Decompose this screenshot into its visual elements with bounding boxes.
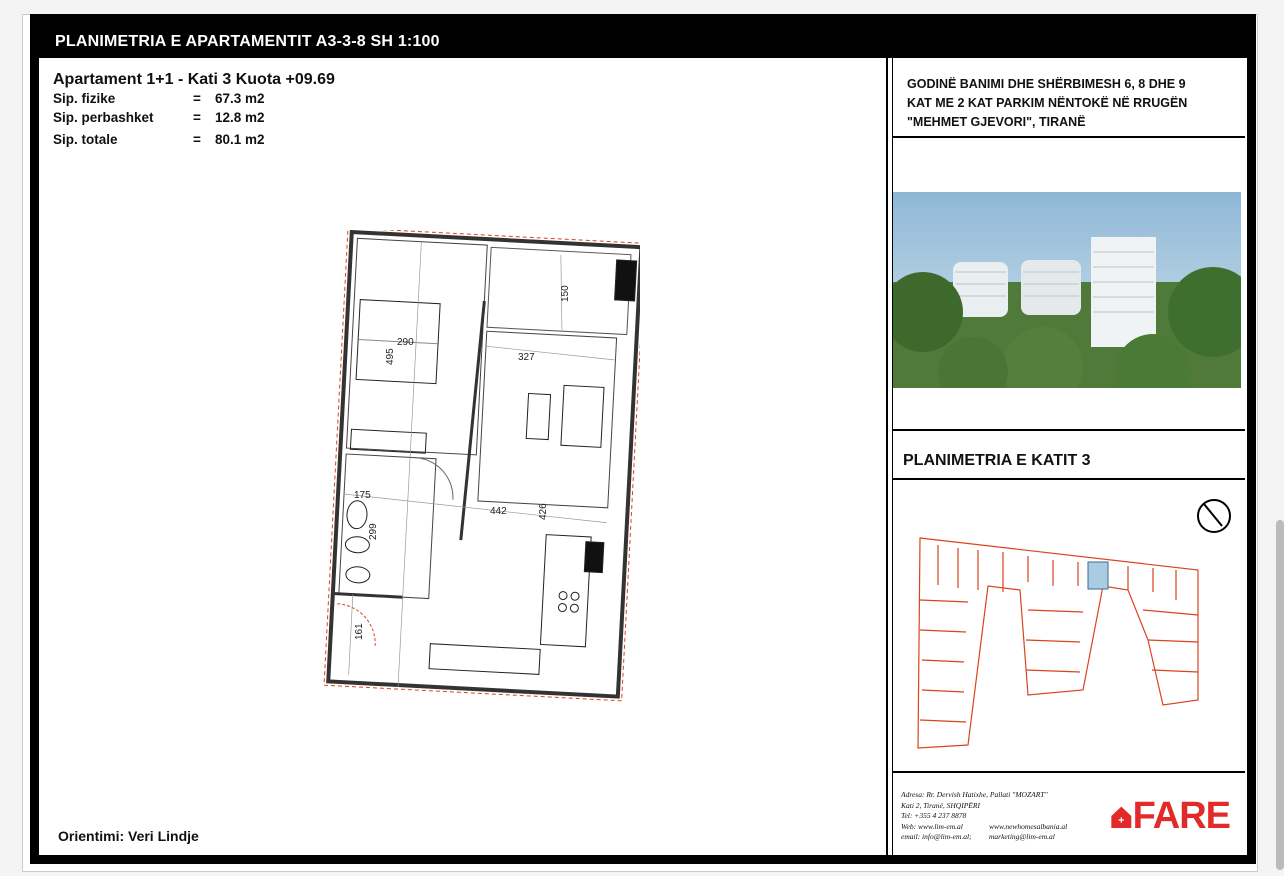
dim-label: 290 xyxy=(397,337,414,348)
logo-text: FARE xyxy=(1132,795,1230,837)
fare-logo xyxy=(1110,796,1230,836)
dim-label: 426 xyxy=(538,503,549,520)
orientation-label: Orientimi: Veri Lindje xyxy=(58,828,199,844)
dim-label: 327 xyxy=(518,352,535,363)
north-arrow-icon xyxy=(1198,500,1230,532)
area-row: Sip. perbashket = 12.8 m2 xyxy=(53,110,265,125)
area-row: Sip. totale = 80.1 m2 xyxy=(53,132,265,147)
apartment-location-highlight xyxy=(1088,562,1108,589)
separator xyxy=(893,429,1245,431)
scrollbar[interactable] xyxy=(1276,520,1284,870)
separator xyxy=(893,478,1245,480)
floor-plan-title: PLANIMETRIA E KATIT 3 xyxy=(903,452,1091,469)
panel-divider xyxy=(886,58,893,857)
dim-label: 299 xyxy=(368,523,379,540)
dim-label: 175 xyxy=(354,490,371,501)
dim-label: 495 xyxy=(385,348,396,365)
separator xyxy=(893,771,1245,773)
area-row: Sip. fizike = 67.3 m2 xyxy=(53,91,265,106)
page-title: PLANIMETRIA E APARTAMENTIT A3-3-8 SH 1:100 xyxy=(55,33,440,50)
dim-label: 442 xyxy=(490,506,507,517)
dim-label: 150 xyxy=(560,285,571,302)
apartment-info xyxy=(53,70,335,149)
dim-label: 161 xyxy=(354,623,365,640)
building-render-image xyxy=(893,192,1241,388)
project-title: GODINË BANIMI DHE SHËRBIMESH 6, 8 DHE 9 KAT ME 2 KAT PARKIM NËNTOKË NË RRUGËN "MEHMET GJEVORI", TIRANË xyxy=(893,58,1245,138)
apartment-floor-plan xyxy=(290,230,640,710)
contact-info: Adresa: Rr. Dervish Hatixhe, Pallati "MOZART" Kati 2, Tiranë, SHQIPËRI Tel: +355 4 237 8878 Web: www.lim-em.al www.newhomesalbania.al email: info@lim-em.al; marketing@lim-em.al xyxy=(901,790,1068,841)
house-logo-icon xyxy=(1110,798,1133,834)
apartment-heading: Apartament 1+1 - Kati 3 Kuota +09.69 xyxy=(53,71,335,88)
floor-key-plan xyxy=(908,490,1238,760)
